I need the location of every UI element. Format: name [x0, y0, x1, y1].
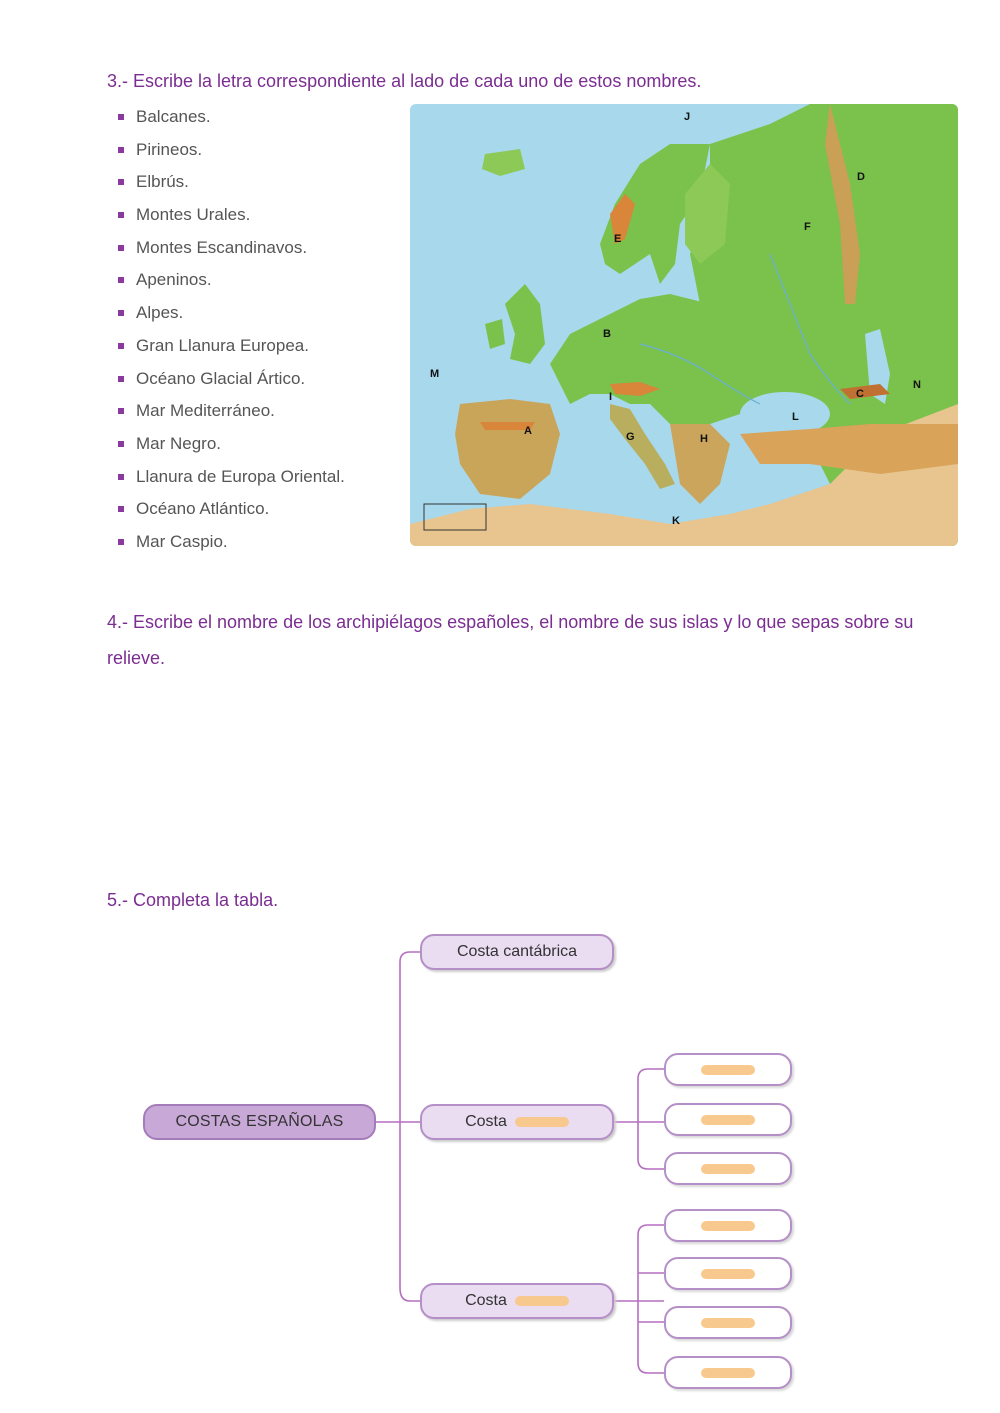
leaf-node [664, 1152, 792, 1185]
answer-blank[interactable] [701, 1065, 755, 1075]
map-letter-b: B [603, 328, 611, 340]
names-list [118, 101, 345, 559]
map-letter-g: G [626, 431, 635, 443]
map-letter-m: M [430, 368, 440, 380]
list-item: Apeninos. [118, 264, 345, 297]
answer-blank[interactable] [701, 1318, 755, 1328]
list-item: Gran Llanura Europea. [118, 330, 345, 363]
list-item: Balcanes. [118, 101, 345, 134]
list-item: Montes Escandinavos. [118, 232, 345, 265]
scheme-root-node: COSTAS ESPAÑOLAS [143, 1104, 376, 1140]
answer-blank[interactable] [701, 1221, 755, 1231]
list-item: Mar Caspio. [118, 526, 345, 559]
coast-cantabrica-label: Costa cantábrica [456, 943, 578, 960]
list-item: Mar Negro. [118, 428, 345, 461]
leaf-node [664, 1257, 792, 1290]
list-item: Alpes. [118, 297, 345, 330]
leaf-node [664, 1306, 792, 1339]
map-letter-l: L [792, 411, 799, 423]
leaf-node [664, 1209, 792, 1242]
europe-physical-map [410, 104, 958, 546]
map-letter-f: F [804, 221, 811, 233]
list-item: Mar Mediterráneo. [118, 395, 345, 428]
list-item: Pirineos. [118, 134, 345, 167]
answer-blank[interactable] [515, 1296, 569, 1306]
leaf-node [664, 1103, 792, 1136]
leaf-node [664, 1053, 792, 1086]
answer-blank[interactable] [701, 1164, 755, 1174]
answer-blank[interactable] [701, 1115, 755, 1125]
coasts-scheme [0, 925, 1000, 1405]
list-item: Elbrús. [118, 166, 345, 199]
map-letter-d: D [857, 171, 865, 183]
question-4-title: 4.- Escribe el nombre de los archipiélagos españoles, el nombre de sus islas y lo que sepas sobre su relieve. [107, 612, 914, 668]
scheme-connectors [0, 925, 1000, 1405]
coast-cantabrica-node [420, 934, 614, 970]
map-letter-e: E [614, 233, 622, 245]
map-letter-h: H [700, 433, 708, 445]
question-3-title: 3.- Escribe la letra correspondiente al lado de cada uno de estos nombres. [107, 71, 702, 91]
coast-branch-3-label: Costa [465, 1292, 507, 1309]
coast-branch-3-node [420, 1283, 614, 1319]
map-letter-j: J [684, 111, 691, 123]
map-letter-k: K [672, 515, 680, 527]
list-item: Montes Urales. [118, 199, 345, 232]
answer-blank[interactable] [515, 1117, 569, 1127]
list-item: Océano Atlántico. [118, 493, 345, 526]
coast-branch-2-node [420, 1104, 614, 1140]
leaf-node [664, 1356, 792, 1389]
list-item: Llanura de Europa Oriental. [118, 461, 345, 494]
map-letter-a: A [524, 425, 532, 437]
answer-blank[interactable] [701, 1269, 755, 1279]
question-5-title: 5.- Completa la tabla. [107, 890, 279, 910]
map-letter-n: N [913, 379, 921, 391]
answer-blank[interactable] [701, 1368, 755, 1378]
map-letter-c: C [856, 388, 864, 400]
list-item: Océano Glacial Ártico. [118, 363, 345, 396]
coast-branch-2-label: Costa [465, 1113, 507, 1130]
map-letter-i: I [609, 391, 613, 403]
